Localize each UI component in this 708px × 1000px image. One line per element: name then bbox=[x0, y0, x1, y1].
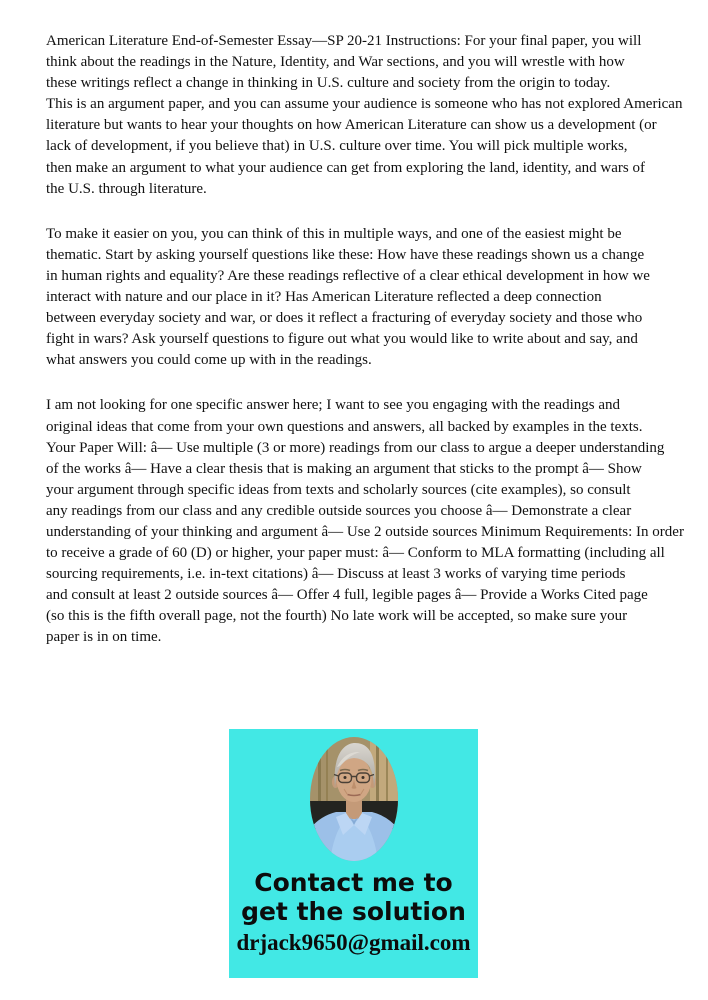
text-line: sourcing requirements, i.e. in-text citations) â— Discuss at least 3 works of varying time periods bbox=[46, 566, 626, 583]
paragraph bbox=[46, 395, 696, 648]
text-line: (so this is the fifth overall page, not the fourth) No late work will be accepted, so make sure your bbox=[46, 608, 628, 625]
text-line: fight in wars? Ask yourself questions to figure out what you would like to write about and say, and bbox=[46, 331, 638, 348]
text-line: I am not looking for one specific answer here; I want to see you engaging with the readings and bbox=[46, 397, 620, 414]
text-line: the U.S. through literature. bbox=[46, 180, 207, 197]
text-line: your argument through specific ideas from texts and scholarly sources (cite examples), so consult bbox=[46, 481, 631, 498]
text-line: original ideas that come from your own questions and answers, all backed by examples in the texts. bbox=[46, 418, 643, 435]
text-line: lack of development, if you believe that) in U.S. culture over time. You will pick multiple works, bbox=[46, 138, 628, 155]
paragraph bbox=[46, 224, 696, 372]
text-line: think about the readings in the Nature, Identity, and War sections, and you will wrestle with how bbox=[46, 54, 625, 71]
text-line: understanding of your thinking and argument â— Use 2 outside sources Minimum Requirements: In order bbox=[46, 523, 684, 540]
text-line: any readings from our class and any credible outside sources you choose â— Demonstrate a clear bbox=[46, 502, 632, 519]
text-line: these writings reflect a change in thinking in U.S. culture and society from the origin to today. bbox=[46, 75, 611, 92]
text-line: interact with nature and our place in it? Has American Literature reflected a deep connection bbox=[46, 289, 602, 306]
text-line: of the works â— Have a clear thesis that is making an argument that sticks to the prompt â— Show bbox=[46, 460, 642, 477]
contact-card bbox=[229, 729, 478, 978]
tutor-photo bbox=[310, 737, 398, 861]
text-line: literature but wants to hear your thoughts on how American Literature can show us a development (or bbox=[46, 117, 657, 134]
text-line: paper is in on time. bbox=[46, 629, 162, 646]
text-line: to receive a grade of 60 (D) or higher, your paper must: â— Conform to MLA formatting (including all bbox=[46, 545, 665, 562]
portrait-icon bbox=[310, 737, 398, 861]
essay-text bbox=[46, 31, 696, 649]
text-line: in human rights and equality? Are these readings reflective of a clear ethical development in how we bbox=[46, 267, 650, 284]
contact-email: drjack9650@gmail.com bbox=[236, 930, 471, 955]
text-line: then make an argument to what your audience can get from exploring the land, identity, and wars of bbox=[46, 159, 645, 176]
text-line: To make it easier on you, you can think of this in multiple ways, and one of the easiest might be bbox=[46, 225, 622, 242]
text-line: thematic. Start by asking yourself questions like these: How have these readings shown us a change bbox=[46, 246, 645, 263]
text-line: Your Paper Will: â— Use multiple (3 or more) readings from our class to argue a deeper understanding bbox=[46, 439, 665, 456]
text-line: what answers you could come up with in the readings. bbox=[46, 352, 372, 369]
text-line: and consult at least 2 outside sources â— Offer 4 full, legible pages â— Provide a Works Cited page bbox=[46, 587, 648, 604]
contact-heading-line1: Contact me to bbox=[254, 868, 453, 897]
text-line: between everyday society and war, or does it reflect a fracturing of everyday society and those who bbox=[46, 310, 643, 327]
text-line: American Literature End-of-Semester Essay—SP 20-21 Instructions: For your final paper, you will bbox=[46, 33, 642, 49]
text-line: This is an argument paper, and you can assume your audience is someone who has not explored American bbox=[46, 96, 683, 113]
paragraph bbox=[46, 31, 696, 200]
contact-heading-line2: get the solution bbox=[241, 897, 466, 926]
